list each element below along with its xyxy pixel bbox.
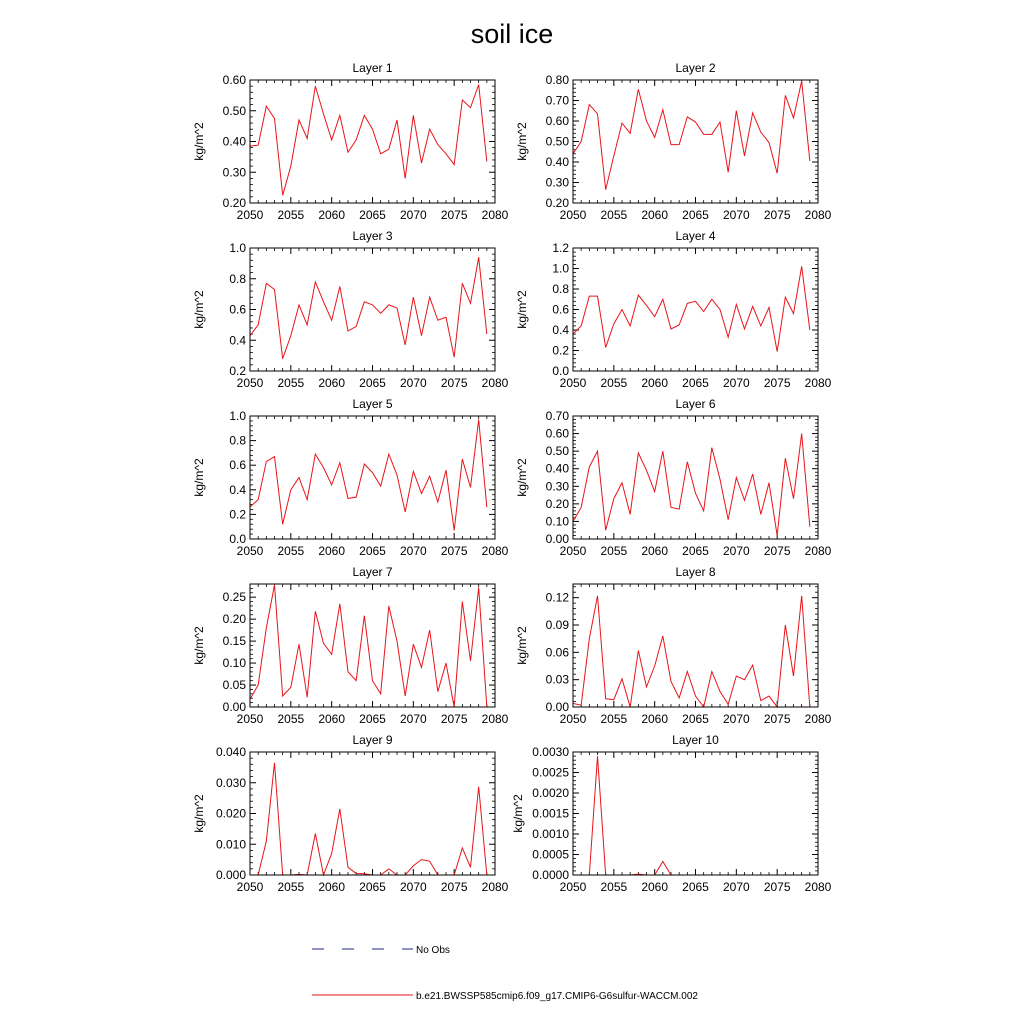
panel-8: [515, 565, 832, 726]
panel-title: Layer 10: [672, 733, 719, 747]
y-tick-label: 0.60: [222, 73, 246, 87]
figure-title: soil ice: [470, 19, 554, 49]
y-tick-label: 0.010: [215, 837, 246, 852]
panel-3: [192, 229, 509, 390]
x-tick-label: 2065: [359, 712, 386, 726]
y-tick-label: 0.60: [545, 114, 569, 128]
panel-1: [192, 61, 509, 222]
y-tick-label: 0.60: [545, 426, 569, 441]
panel-title: Layer 7: [352, 565, 393, 579]
y-tick-label: 0.4: [229, 482, 246, 497]
x-tick-label: 2055: [600, 376, 628, 390]
x-tick-label: 2050: [236, 712, 264, 726]
x-tick-label: 2055: [277, 544, 305, 558]
y-axis-label: kg/m^2: [511, 794, 525, 833]
series-line: [250, 763, 487, 875]
x-tick-label: 2060: [318, 208, 346, 222]
x-tick-label: 2075: [440, 880, 468, 894]
x-tick-label: 2070: [722, 376, 750, 390]
y-tick-label: 0.30: [545, 175, 569, 190]
panel-7: [192, 565, 509, 726]
x-tick-label: 2060: [318, 712, 346, 726]
panel-4: [515, 229, 832, 390]
y-tick-label: 0.0020: [532, 786, 569, 800]
y-tick-label: 1.0: [552, 261, 569, 276]
x-tick-label: 2065: [359, 880, 386, 894]
y-tick-label: 1.0: [229, 409, 246, 423]
x-tick-label: 2075: [763, 208, 791, 222]
x-tick-label: 2055: [277, 208, 305, 222]
x-tick-label: 2065: [359, 544, 386, 558]
y-tick-label: 0.06: [545, 645, 569, 660]
x-tick-label: 2080: [481, 544, 509, 558]
x-tick-label: 2080: [804, 712, 832, 726]
y-axis-label: kg/m^2: [192, 794, 206, 833]
panel-title: Layer 2: [675, 61, 716, 75]
x-tick-label: 2065: [682, 544, 709, 558]
y-tick-label: 0.030: [215, 775, 246, 790]
y-axis-label: kg/m^2: [515, 458, 529, 497]
y-tick-label: 0.10: [222, 656, 246, 671]
y-axis-label: kg/m^2: [515, 626, 529, 665]
x-tick-label: 2065: [682, 208, 709, 222]
y-tick-label: 1.0: [229, 241, 246, 255]
y-tick-label: 0.0: [229, 532, 246, 546]
series-line: [573, 266, 810, 351]
panel-6: [515, 397, 832, 558]
plot-frame: [573, 80, 818, 203]
y-axis-label: kg/m^2: [192, 122, 206, 161]
y-tick-label: 0.2: [229, 364, 246, 378]
x-tick-label: 2055: [600, 208, 628, 222]
x-tick-label: 2080: [804, 544, 832, 558]
y-tick-label: 0.8: [229, 433, 246, 448]
y-tick-label: 0.20: [222, 612, 246, 627]
y-axis-label: kg/m^2: [192, 290, 206, 329]
panel-5: [192, 397, 509, 558]
x-tick-label: 2070: [399, 208, 427, 222]
x-tick-label: 2065: [359, 376, 386, 390]
y-tick-label: 0.8: [552, 282, 569, 296]
panel-grid: [192, 61, 832, 894]
x-tick-label: 2060: [318, 880, 346, 894]
y-tick-label: 0.09: [545, 618, 569, 632]
plot-frame: [573, 248, 818, 371]
x-tick-label: 2050: [236, 544, 264, 558]
x-tick-label: 2075: [440, 376, 468, 390]
y-tick-label: 0.4: [552, 323, 569, 337]
y-tick-label: 0.040: [215, 745, 246, 759]
x-tick-label: 2075: [440, 544, 468, 558]
panel-title: Layer 1: [352, 61, 393, 75]
series-line: [573, 81, 810, 190]
x-tick-label: 2055: [277, 376, 305, 390]
x-tick-label: 2050: [559, 880, 587, 894]
y-tick-label: 0.00: [222, 700, 246, 714]
y-tick-label: 0.30: [545, 479, 569, 494]
series-line: [250, 420, 487, 531]
y-tick-label: 0.0030: [532, 745, 569, 759]
plot-frame: [250, 584, 495, 707]
x-tick-label: 2065: [682, 880, 709, 894]
y-tick-label: 0.70: [545, 409, 569, 423]
x-tick-label: 2070: [722, 712, 750, 726]
y-tick-label: 0.2: [229, 507, 246, 522]
panel-title: Layer 3: [352, 229, 393, 243]
y-tick-label: 0.000: [215, 868, 246, 882]
y-axis-label: kg/m^2: [515, 122, 529, 161]
plot-frame: [250, 752, 495, 875]
x-tick-label: 2060: [641, 208, 669, 222]
y-tick-label: 0.00: [545, 532, 569, 546]
y-tick-label: 0.12: [545, 590, 569, 605]
x-tick-label: 2070: [722, 544, 750, 558]
y-tick-label: 0.40: [545, 155, 569, 169]
x-tick-label: 2050: [559, 376, 587, 390]
panel-title: Layer 5: [352, 397, 393, 411]
x-tick-label: 2050: [559, 544, 587, 558]
panel-9: [192, 733, 509, 894]
x-tick-label: 2070: [722, 880, 750, 894]
plot-frame: [250, 248, 495, 371]
y-tick-label: 0.6: [552, 302, 569, 317]
x-tick-label: 2060: [641, 880, 669, 894]
x-tick-label: 2080: [804, 880, 832, 894]
x-tick-label: 2075: [440, 712, 468, 726]
y-tick-label: 0.50: [545, 134, 569, 149]
x-tick-label: 2050: [559, 208, 587, 222]
x-tick-label: 2075: [763, 880, 791, 894]
x-tick-label: 2075: [763, 544, 791, 558]
y-tick-label: 0.20: [222, 196, 246, 210]
y-axis-label: kg/m^2: [515, 290, 529, 329]
y-axis-label: kg/m^2: [192, 458, 206, 497]
y-axis-label: kg/m^2: [192, 626, 206, 665]
y-tick-label: 0.20: [545, 196, 569, 210]
panel-title: Layer 8: [675, 565, 716, 579]
x-tick-label: 2065: [682, 376, 709, 390]
y-tick-label: 0.6: [229, 458, 246, 473]
series-line: [250, 257, 487, 358]
y-tick-label: 0.0000: [532, 868, 569, 882]
plot-frame: [250, 80, 495, 203]
y-tick-label: 0.0010: [532, 827, 569, 841]
y-tick-label: 0.70: [545, 93, 569, 108]
x-tick-label: 2075: [763, 376, 791, 390]
plot-frame: [573, 752, 818, 875]
x-tick-label: 2075: [440, 208, 468, 222]
y-tick-label: 0.00: [545, 700, 569, 714]
x-tick-label: 2065: [682, 712, 709, 726]
series-line: [250, 85, 487, 196]
legend-no-obs-label: No Obs: [416, 945, 450, 956]
panel-10: [511, 733, 832, 894]
x-tick-label: 2080: [481, 208, 509, 222]
y-tick-label: 0.15: [222, 634, 246, 649]
series-line: [573, 596, 810, 707]
panel-title: Layer 6: [675, 397, 716, 411]
x-tick-label: 2080: [804, 376, 832, 390]
x-tick-label: 2080: [481, 376, 509, 390]
y-tick-label: 0.6: [229, 302, 246, 317]
plot-frame: [573, 584, 818, 707]
x-tick-label: 2055: [600, 544, 628, 558]
x-tick-label: 2050: [236, 208, 264, 222]
plot-frame: [573, 416, 818, 539]
x-tick-label: 2070: [399, 544, 427, 558]
series-line: [573, 756, 810, 875]
y-tick-label: 0.03: [545, 672, 569, 687]
y-tick-label: 0.020: [215, 806, 246, 821]
x-tick-label: 2070: [399, 712, 427, 726]
x-tick-label: 2060: [318, 376, 346, 390]
x-tick-label: 2070: [399, 376, 427, 390]
y-tick-label: 0.30: [222, 165, 246, 180]
x-tick-label: 2055: [277, 712, 305, 726]
y-tick-label: 0.25: [222, 590, 246, 605]
x-tick-label: 2055: [600, 712, 628, 726]
x-tick-label: 2060: [641, 712, 669, 726]
legend-run-label: b.e21.BWSSP585cmip6.f09_g17.CMIP6-G6sulfur-WACCM.002: [416, 991, 698, 1002]
y-tick-label: 0.40: [545, 461, 569, 476]
x-tick-label: 2070: [399, 880, 427, 894]
panel-title: Layer 9: [352, 733, 393, 747]
panel-2: [515, 61, 832, 222]
y-tick-label: 0.0025: [532, 765, 569, 780]
y-tick-label: 0.2: [552, 343, 569, 358]
y-tick-label: 0.20: [545, 496, 569, 511]
x-tick-label: 2055: [600, 880, 628, 894]
y-tick-label: 1.2: [552, 241, 569, 255]
y-tick-label: 0.0: [552, 364, 569, 378]
x-tick-label: 2080: [804, 208, 832, 222]
legend: [312, 945, 698, 1002]
y-tick-label: 0.4: [229, 333, 246, 348]
y-tick-label: 0.40: [222, 134, 246, 149]
x-tick-label: 2080: [481, 712, 509, 726]
x-tick-label: 2075: [763, 712, 791, 726]
series-line: [573, 434, 810, 536]
series-line: [250, 585, 487, 707]
x-tick-label: 2065: [359, 208, 386, 222]
y-tick-label: 0.0005: [532, 847, 569, 862]
y-tick-label: 0.80: [545, 73, 569, 87]
x-tick-label: 2060: [641, 544, 669, 558]
plot-frame: [250, 416, 495, 539]
y-tick-label: 0.0015: [532, 806, 569, 821]
panel-title: Layer 4: [675, 229, 716, 243]
x-tick-label: 2055: [277, 880, 305, 894]
y-tick-label: 0.05: [222, 678, 246, 693]
x-tick-label: 2060: [641, 376, 669, 390]
x-tick-label: 2050: [236, 880, 264, 894]
y-tick-label: 0.50: [545, 444, 569, 459]
x-tick-label: 2060: [318, 544, 346, 558]
x-tick-label: 2080: [481, 880, 509, 894]
x-tick-label: 2050: [559, 712, 587, 726]
y-tick-label: 0.8: [229, 271, 246, 286]
y-tick-label: 0.50: [222, 103, 246, 118]
y-tick-label: 0.10: [545, 514, 569, 529]
x-tick-label: 2050: [236, 376, 264, 390]
x-tick-label: 2070: [722, 208, 750, 222]
